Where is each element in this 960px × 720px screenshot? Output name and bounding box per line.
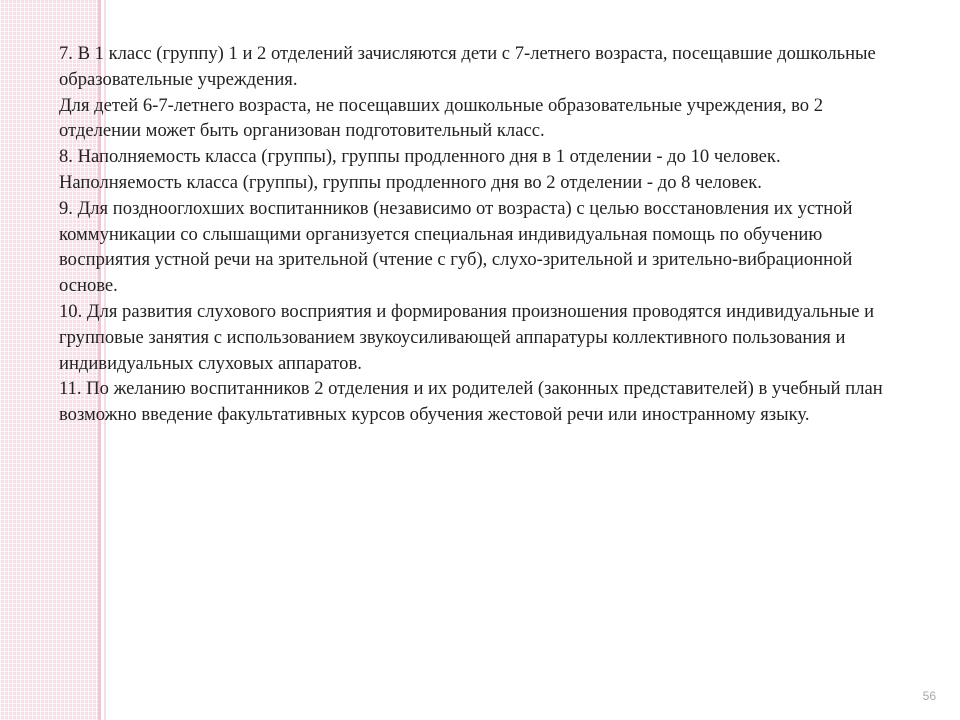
paragraph-10: 10. Для развития слухового восприятия и формирования произношения проводятся индивидуальные и групповые занятия с использованием звукоусиливающей аппаратуры коллективного пользования и индивидуальных слуховых аппаратов. <box>59 300 875 374</box>
paragraph-9: 9. Для позднооглохших воспитанников (независимо от возраста) с целью восстановления их устной коммуникации со слышащими организуется специальная индивидуальная помощь по обучению восприятия устной речи на зрительной (чтение с губ), слухо-зрительной и зрительно-вибрационной основе. <box>59 197 853 297</box>
paragraph-11: 11. По желанию воспитанников 2 отделения и их родителей (законных представителей) в учебный план возможно введение факультативных курсов обучения жестовой речи или иностранному языку. <box>59 378 883 426</box>
paragraph-7-preparatory: Для детей 6-7-летнего возраста, не посещавших дошкольные образовательные учреждения, во 2 отделении может быть организован подготовительный класс. <box>59 94 824 142</box>
paragraph-8-second-dept: Наполняемость класса (группы), группы продленного дня во 2 отделении - до 8 человек. <box>59 171 762 193</box>
page-number: 56 <box>922 689 936 703</box>
slide-body-text <box>59 41 909 428</box>
paragraph-7: 7. В 1 класс (группу) 1 и 2 отделений зачисляются дети с 7-летнего возраста, посещавшие дошкольные образовательные учреждения. <box>59 43 876 90</box>
paragraph-8: 8. Наполняемость класса (группы), группы продленного дня в 1 отделении - до 10 человек. <box>59 146 781 168</box>
